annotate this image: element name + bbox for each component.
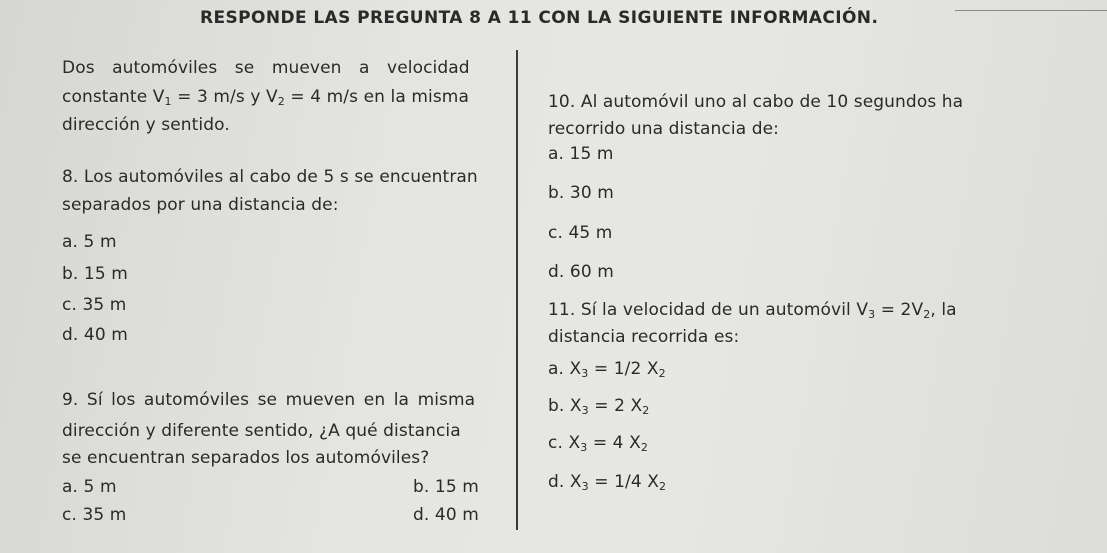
q9-line-2: dirección y diferente sentido, ¿A qué distancia bbox=[62, 421, 461, 441]
page-heading: RESPONDE LAS PREGUNTA 8 A 11 CON LA SIGUIENTE INFORMACIÓN. bbox=[200, 8, 879, 28]
q11-option-c: c. $X_3 = 4$ $X_2$ bbox=[548, 433, 648, 454]
q11-line-2: distancia recorrida es: bbox=[548, 327, 740, 347]
q10-line-2: recorrido una distancia de: bbox=[548, 119, 779, 139]
q9-option-c: c. 35 m bbox=[62, 505, 127, 525]
q11-line-1: 11. Sí la velocidad de un automóvil $V_3 = 2V_2$, la bbox=[548, 300, 957, 321]
q9-option-d: d. 40 m bbox=[413, 505, 479, 525]
q9-line-1: 9. Sí los automóviles se mueven en la misma bbox=[62, 390, 476, 410]
column-divider bbox=[516, 50, 518, 530]
q10-option-d: d. 60 m bbox=[548, 262, 614, 282]
q8-line-2: separados por una distancia de: bbox=[62, 195, 339, 215]
q9-option-a: a. 5 m bbox=[62, 477, 117, 497]
q9-option-b: b. 15 m bbox=[413, 477, 479, 497]
q10-option-c: c. 45 m bbox=[548, 223, 613, 243]
q8-option-d: d. 40 m bbox=[62, 325, 128, 345]
intro-line-2: constante $V_1 = 3$ m/s y $V_2 = 4$ m/s en la misma bbox=[62, 87, 469, 108]
intro-line-1: Dos automóviles se mueven a velocidad bbox=[62, 58, 470, 78]
q10-line-1: 10. Al automóvil uno al cabo de 10 segundos ha bbox=[548, 92, 964, 112]
q10-option-a: a. 15 m bbox=[548, 144, 614, 164]
q11-option-b: b. $X_3 = 2$ $X_2$ bbox=[548, 396, 650, 417]
top-rule bbox=[955, 10, 1107, 11]
q11-option-d: d. $X_3 = 1/4$ $X_2$ bbox=[548, 472, 667, 493]
q8-option-a: a. 5 m bbox=[62, 232, 117, 252]
q8-option-b: b. 15 m bbox=[62, 264, 128, 284]
intro-line-3: dirección y sentido. bbox=[62, 115, 230, 135]
q8-option-c: c. 35 m bbox=[62, 295, 127, 315]
q11-option-a: a. $X_3 = 1/2$ $X_2$ bbox=[548, 359, 666, 380]
q8-line-1: 8. Los automóviles al cabo de 5 s se encuentran bbox=[62, 167, 478, 187]
q10-option-b: b. 30 m bbox=[548, 183, 614, 203]
q9-line-3: se encuentran separados los automóviles? bbox=[62, 448, 430, 468]
